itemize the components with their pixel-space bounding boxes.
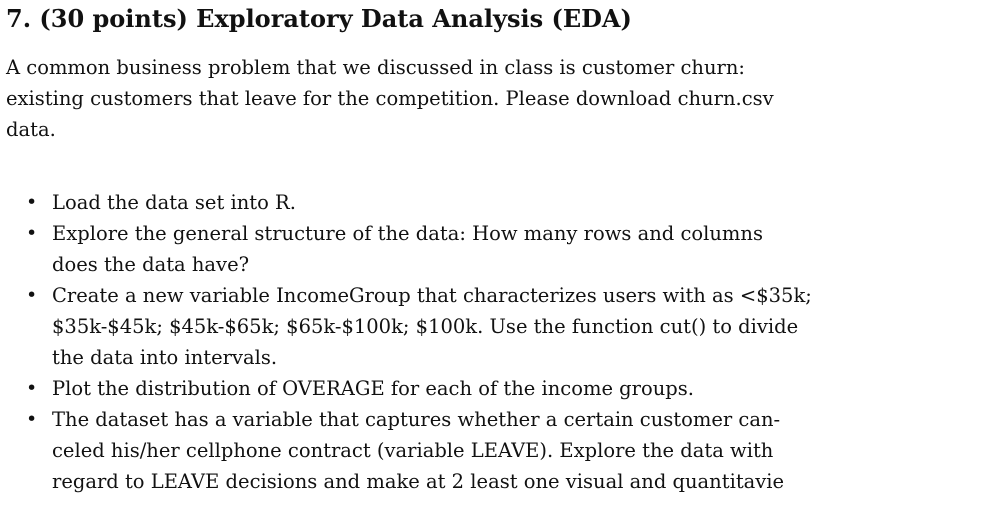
task-line: $35k-$45k; $45k-$65k; $65k-$100k; $100k. Use the function cut() to divide	[52, 315, 799, 338]
task-line: the data into intervals.	[52, 346, 278, 369]
bullet-icon: •	[26, 222, 38, 244]
bullet-icon: •	[26, 377, 38, 399]
task-line: celed his/her cellphone contract (variable LEAVE). Explore the data with	[52, 439, 774, 462]
task-line: regard to LEAVE decisions and make at 2 least one visual and quantitavie	[52, 470, 785, 493]
task-item-explore-structure	[6, 218, 890, 280]
task-item-leave-analysis	[6, 404, 890, 497]
task-item-load-data	[6, 187, 890, 218]
task-item-income-group	[6, 280, 890, 373]
intro-line: existing customers that leave for the competition. Please download churn.csv	[6, 87, 774, 110]
task-line: Create a new variable IncomeGroup that characterizes users with as <$35k;	[52, 284, 812, 307]
intro-line: A common business problem that we discussed in class is customer churn:	[6, 56, 745, 79]
question-heading: 7. (30 points) Exploratory Data Analysis (EDA)	[6, 4, 632, 33]
intro-line: data.	[6, 118, 56, 141]
intro-paragraph	[6, 52, 891, 145]
bullet-icon: •	[26, 284, 38, 306]
task-list	[6, 187, 986, 497]
bullet-icon: •	[26, 191, 38, 213]
task-line: Plot the distribution of OVERAGE for each of the income groups.	[52, 377, 694, 400]
task-line: Explore the general structure of the data: How many rows and columns	[52, 222, 763, 245]
task-line: The dataset has a variable that captures whether a certain customer can-	[52, 408, 781, 431]
document-page	[6, 0, 986, 497]
bullet-icon: •	[26, 408, 38, 430]
task-item-plot-overage	[6, 373, 890, 404]
task-line: does the data have?	[52, 253, 250, 276]
task-line: Load the data set into R.	[52, 191, 296, 214]
